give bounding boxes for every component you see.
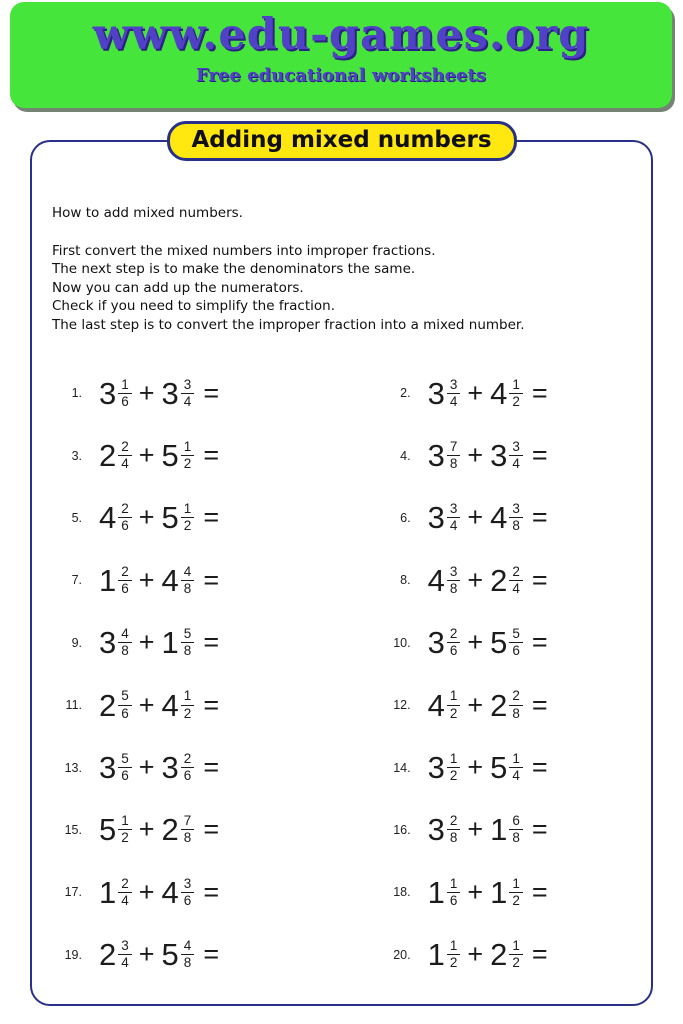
whole-number-1: 3 <box>99 375 117 411</box>
fraction-2 <box>181 939 195 970</box>
fraction-2-numerator: 4 <box>181 565 195 581</box>
equals-sign: = <box>203 939 220 970</box>
fraction-2 <box>181 689 195 720</box>
fraction-1-denominator: 8 <box>449 456 458 472</box>
fraction-1-numerator: 4 <box>118 627 132 643</box>
fraction-1-denominator: 6 <box>121 393 129 409</box>
plus-operator: + <box>138 876 155 907</box>
problem-expression <box>99 625 220 661</box>
fraction-1 <box>118 752 132 783</box>
fraction-2 <box>509 440 523 471</box>
problem-number: 11. <box>65 698 82 713</box>
whole-number-2: 4 <box>161 562 179 598</box>
fraction-2-numerator: 1 <box>509 378 523 394</box>
plus-operator: + <box>467 814 484 845</box>
plus-operator: + <box>138 377 155 408</box>
whole-number-1: 1 <box>427 874 445 910</box>
whole-number-1: 3 <box>427 750 445 786</box>
fraction-2-denominator: 8 <box>512 830 520 846</box>
whole-number-2: 3 <box>161 375 179 411</box>
problem-expression <box>99 562 220 598</box>
whole-number-1: 3 <box>99 750 117 786</box>
fraction-2 <box>181 814 195 845</box>
problem-row <box>32 424 361 486</box>
plus-operator: + <box>138 814 155 845</box>
fraction-1 <box>118 877 132 908</box>
site-banner <box>10 2 672 108</box>
fraction-1-denominator: 2 <box>449 705 458 721</box>
problem-number: 15. <box>64 822 82 837</box>
problem-number: 12. <box>393 698 411 713</box>
whole-number-2: 2 <box>490 937 508 973</box>
problem-row <box>361 736 652 798</box>
fraction-1-numerator: 3 <box>447 565 461 581</box>
fraction-2-denominator: 6 <box>512 643 520 659</box>
problem-expression <box>427 375 548 411</box>
instructions-block <box>52 204 632 335</box>
whole-number-2: 4 <box>490 375 508 411</box>
problem-number: 5. <box>71 510 82 525</box>
whole-number-1: 5 <box>99 812 117 848</box>
fraction-2 <box>509 502 523 533</box>
fraction-2-numerator: 1 <box>509 877 523 893</box>
fraction-1-numerator: 3 <box>118 939 132 955</box>
fraction-1-numerator: 1 <box>447 877 461 893</box>
plus-operator: + <box>467 689 484 720</box>
problem-expression <box>99 812 220 848</box>
whole-number-1: 1 <box>427 937 445 973</box>
equals-sign: = <box>203 502 220 533</box>
problem-row <box>32 736 361 798</box>
fraction-2-numerator: 3 <box>509 440 523 456</box>
whole-number-1: 3 <box>427 500 445 536</box>
fraction-1-numerator: 2 <box>447 627 461 643</box>
problem-expression <box>427 812 548 848</box>
problem-expression <box>99 500 220 536</box>
fraction-2 <box>181 752 195 783</box>
problem-expression <box>427 625 548 661</box>
fraction-2 <box>181 378 195 409</box>
fraction-2-denominator: 6 <box>183 768 192 784</box>
whole-number-1: 4 <box>427 562 445 598</box>
plus-operator: + <box>138 627 155 658</box>
fraction-2-denominator: 2 <box>512 892 520 908</box>
fraction-2-denominator: 8 <box>183 955 192 971</box>
plus-operator: + <box>467 627 484 658</box>
problem-expression <box>427 562 548 598</box>
fraction-1 <box>447 689 461 720</box>
fraction-1 <box>447 939 461 970</box>
problem-number: 10. <box>393 635 411 650</box>
problem-expression <box>99 750 220 786</box>
fraction-2-denominator: 8 <box>512 518 520 534</box>
problem-expression <box>99 375 220 411</box>
fraction-2-denominator: 2 <box>512 955 520 971</box>
fraction-1-numerator: 2 <box>118 877 132 893</box>
fraction-1-numerator: 1 <box>118 378 132 394</box>
whole-number-2: 5 <box>161 438 179 474</box>
whole-number-1: 4 <box>99 500 117 536</box>
plus-operator: + <box>467 876 484 907</box>
problem-row <box>32 487 361 549</box>
problem-number: 4. <box>400 448 411 463</box>
plus-operator: + <box>138 689 155 720</box>
fraction-1-denominator: 6 <box>121 518 129 534</box>
equals-sign: = <box>531 814 548 845</box>
problem-row <box>361 924 652 986</box>
fraction-1-denominator: 2 <box>449 768 458 784</box>
problem-number: 3. <box>71 448 82 463</box>
fraction-2-numerator: 5 <box>509 627 523 643</box>
problem-row <box>32 612 361 674</box>
problem-row <box>361 362 652 424</box>
problem-row <box>32 861 361 923</box>
fraction-1 <box>447 440 461 471</box>
equals-sign: = <box>531 440 548 471</box>
problem-number: 14. <box>393 760 411 775</box>
problem-number: 16. <box>393 822 411 837</box>
whole-number-2: 4 <box>161 874 179 910</box>
equals-sign: = <box>203 627 220 658</box>
worksheet-title: Adding mixed numbers <box>191 127 492 153</box>
whole-number-1: 1 <box>99 874 117 910</box>
fraction-1-denominator: 4 <box>121 955 129 971</box>
fraction-1 <box>118 440 132 471</box>
fraction-2 <box>181 440 195 471</box>
problem-expression <box>99 438 220 474</box>
fraction-1-numerator: 3 <box>447 378 461 394</box>
equals-sign: = <box>531 939 548 970</box>
fraction-1-numerator: 1 <box>447 752 461 768</box>
equals-sign: = <box>531 502 548 533</box>
fraction-1 <box>118 502 132 533</box>
equals-sign: = <box>531 876 548 907</box>
fraction-2-numerator: 2 <box>509 689 523 705</box>
problem-expression <box>427 750 548 786</box>
fraction-2 <box>509 565 523 596</box>
whole-number-1: 2 <box>99 438 117 474</box>
instructions-heading: How to add mixed numbers. <box>52 205 243 221</box>
equals-sign: = <box>531 752 548 783</box>
fraction-2-numerator: 6 <box>509 814 523 830</box>
whole-number-2: 3 <box>490 438 508 474</box>
equals-sign: = <box>203 689 220 720</box>
fraction-2-numerator: 1 <box>181 440 195 456</box>
problem-row <box>361 424 652 486</box>
fraction-2 <box>509 877 523 908</box>
fraction-1 <box>118 814 132 845</box>
instruction-line: The next step is to make the denominators the same. <box>52 261 416 278</box>
whole-number-1: 4 <box>427 687 445 723</box>
fraction-1-denominator: 4 <box>449 518 458 534</box>
problem-expression <box>99 937 220 973</box>
problem-row <box>32 362 361 424</box>
fraction-1-denominator: 6 <box>449 643 458 659</box>
fraction-2-denominator: 4 <box>512 580 520 596</box>
fraction-2-numerator: 2 <box>181 752 195 768</box>
fraction-1-numerator: 5 <box>118 689 132 705</box>
whole-number-2: 2 <box>490 562 508 598</box>
equals-sign: = <box>531 689 548 720</box>
whole-number-1: 1 <box>99 562 117 598</box>
equals-sign: = <box>203 564 220 595</box>
fraction-1-numerator: 3 <box>447 502 461 518</box>
fraction-2-numerator: 1 <box>509 752 523 768</box>
problem-expression <box>427 687 548 723</box>
whole-number-2: 2 <box>490 687 508 723</box>
instruction-line: Now you can add up the numerators. <box>52 279 304 296</box>
fraction-1 <box>447 877 461 908</box>
whole-number-1: 3 <box>427 375 445 411</box>
fraction-1-numerator: 2 <box>118 440 132 456</box>
fraction-1-denominator: 8 <box>121 643 129 659</box>
whole-number-1: 3 <box>99 625 117 661</box>
plus-operator: + <box>467 564 484 595</box>
fraction-1 <box>118 627 132 658</box>
fraction-1-denominator: 6 <box>121 768 129 784</box>
fraction-2 <box>509 814 523 845</box>
fraction-2 <box>509 627 523 658</box>
whole-number-1: 2 <box>99 687 117 723</box>
fraction-1-numerator: 1 <box>447 689 461 705</box>
fraction-2-numerator: 4 <box>181 939 195 955</box>
problem-row <box>361 861 652 923</box>
fraction-2-denominator: 4 <box>512 456 520 472</box>
fraction-2-numerator: 7 <box>181 814 195 830</box>
equals-sign: = <box>531 564 548 595</box>
fraction-1-numerator: 5 <box>118 752 132 768</box>
fraction-1-denominator: 4 <box>121 892 129 908</box>
whole-number-2: 4 <box>490 500 508 536</box>
fraction-2-denominator: 2 <box>512 393 520 409</box>
problem-number: 1. <box>71 386 82 401</box>
fraction-2-denominator: 2 <box>183 705 192 721</box>
equals-sign: = <box>203 814 220 845</box>
fraction-2-numerator: 3 <box>181 378 195 394</box>
problem-expression <box>427 438 548 474</box>
fraction-2 <box>181 877 195 908</box>
fraction-1 <box>447 502 461 533</box>
fraction-2-denominator: 2 <box>183 518 192 534</box>
problem-row <box>361 674 652 736</box>
plus-operator: + <box>467 939 484 970</box>
fraction-1-denominator: 6 <box>121 705 129 721</box>
fraction-1-denominator: 4 <box>449 393 458 409</box>
problem-number: 8. <box>400 573 411 588</box>
problem-number: 17. <box>64 885 82 900</box>
fraction-2-numerator: 2 <box>509 565 523 581</box>
problem-row <box>361 549 652 611</box>
whole-number-1: 3 <box>427 438 445 474</box>
fraction-1-denominator: 6 <box>449 892 458 908</box>
whole-number-2: 5 <box>161 500 179 536</box>
problem-expression <box>427 937 548 973</box>
problem-number: 13. <box>64 760 82 775</box>
whole-number-2: 5 <box>490 625 508 661</box>
fraction-2 <box>181 565 195 596</box>
fraction-2-denominator: 8 <box>183 830 192 846</box>
fraction-2-denominator: 8 <box>512 705 520 721</box>
fraction-1-numerator: 2 <box>118 565 132 581</box>
problem-number: 6. <box>400 510 411 525</box>
whole-number-2: 5 <box>161 937 179 973</box>
fraction-1-numerator: 2 <box>118 502 132 518</box>
fraction-2-denominator: 4 <box>183 393 192 409</box>
problem-expression <box>427 874 548 910</box>
problem-row <box>32 799 361 861</box>
fraction-2-denominator: 4 <box>512 768 520 784</box>
whole-number-2: 3 <box>161 750 179 786</box>
fraction-2-numerator: 3 <box>181 877 195 893</box>
instruction-line: First convert the mixed numbers into improper fractions. <box>52 242 436 259</box>
fraction-1 <box>447 378 461 409</box>
fraction-1-denominator: 2 <box>449 955 458 971</box>
fraction-2 <box>509 378 523 409</box>
fraction-1-denominator: 2 <box>121 830 129 846</box>
fraction-2 <box>181 502 195 533</box>
whole-number-1: 3 <box>427 812 445 848</box>
plus-operator: + <box>138 502 155 533</box>
fraction-1-denominator: 4 <box>121 456 129 472</box>
worksheet-title-badge <box>166 121 516 161</box>
fraction-1 <box>447 752 461 783</box>
fraction-1-denominator: 8 <box>449 580 458 596</box>
fraction-2-numerator: 5 <box>181 627 195 643</box>
equals-sign: = <box>203 377 220 408</box>
plus-operator: + <box>467 752 484 783</box>
fraction-2 <box>181 627 195 658</box>
fraction-2 <box>509 752 523 783</box>
problem-expression <box>99 687 220 723</box>
problem-number: 2. <box>400 386 411 401</box>
fraction-2 <box>509 689 523 720</box>
fraction-2-numerator: 1 <box>509 939 523 955</box>
plus-operator: + <box>138 752 155 783</box>
equals-sign: = <box>203 876 220 907</box>
fraction-1 <box>447 627 461 658</box>
fraction-1 <box>447 565 461 596</box>
problem-number: 9. <box>71 635 82 650</box>
whole-number-2: 5 <box>490 750 508 786</box>
problem-number: 20. <box>393 947 411 962</box>
fraction-1-numerator: 7 <box>447 440 461 456</box>
whole-number-2: 1 <box>490 874 508 910</box>
problem-row <box>361 612 652 674</box>
fraction-1 <box>118 939 132 970</box>
fraction-1-numerator: 1 <box>118 814 132 830</box>
whole-number-2: 2 <box>161 812 179 848</box>
fraction-2 <box>509 939 523 970</box>
fraction-1-numerator: 2 <box>447 814 461 830</box>
instruction-line: Check if you need to simplify the fraction. <box>52 298 335 315</box>
fraction-2-denominator: 6 <box>183 892 192 908</box>
whole-number-1: 3 <box>427 625 445 661</box>
fraction-2-denominator: 8 <box>183 643 192 659</box>
whole-number-2: 1 <box>490 812 508 848</box>
fraction-2-numerator: 1 <box>181 502 195 518</box>
site-tagline: Free educational worksheets <box>196 65 486 86</box>
whole-number-1: 2 <box>99 937 117 973</box>
plus-operator: + <box>138 564 155 595</box>
plus-operator: + <box>467 440 484 471</box>
fraction-2-denominator: 8 <box>183 580 192 596</box>
fraction-1 <box>447 814 461 845</box>
fraction-1 <box>118 689 132 720</box>
whole-number-2: 1 <box>161 625 179 661</box>
plus-operator: + <box>138 939 155 970</box>
plus-operator: + <box>467 377 484 408</box>
problem-row <box>32 549 361 611</box>
problems-grid <box>32 362 652 986</box>
problem-row <box>32 674 361 736</box>
problem-expression <box>427 500 548 536</box>
equals-sign: = <box>203 752 220 783</box>
fraction-1 <box>118 565 132 596</box>
equals-sign: = <box>531 377 548 408</box>
problem-row <box>361 799 652 861</box>
plus-operator: + <box>138 440 155 471</box>
fraction-2-numerator: 1 <box>181 689 195 705</box>
problem-row <box>32 924 361 986</box>
fraction-1-denominator: 8 <box>449 830 458 846</box>
fraction-1-denominator: 6 <box>121 580 129 596</box>
problem-expression <box>99 874 220 910</box>
equals-sign: = <box>203 440 220 471</box>
problem-number: 18. <box>393 885 411 900</box>
equals-sign: = <box>531 627 548 658</box>
plus-operator: + <box>467 502 484 533</box>
site-title: www.edu-games.org <box>92 10 590 60</box>
instruction-line: The last step is to convert the improper fraction into a mixed number. <box>52 316 525 333</box>
problem-row <box>361 487 652 549</box>
whole-number-2: 4 <box>161 687 179 723</box>
problem-number: 7. <box>71 573 82 588</box>
fraction-1-numerator: 1 <box>447 939 461 955</box>
fraction-2-denominator: 2 <box>183 456 192 472</box>
fraction-1 <box>118 378 132 409</box>
fraction-2-numerator: 3 <box>509 502 523 518</box>
problem-number: 19. <box>64 947 82 962</box>
